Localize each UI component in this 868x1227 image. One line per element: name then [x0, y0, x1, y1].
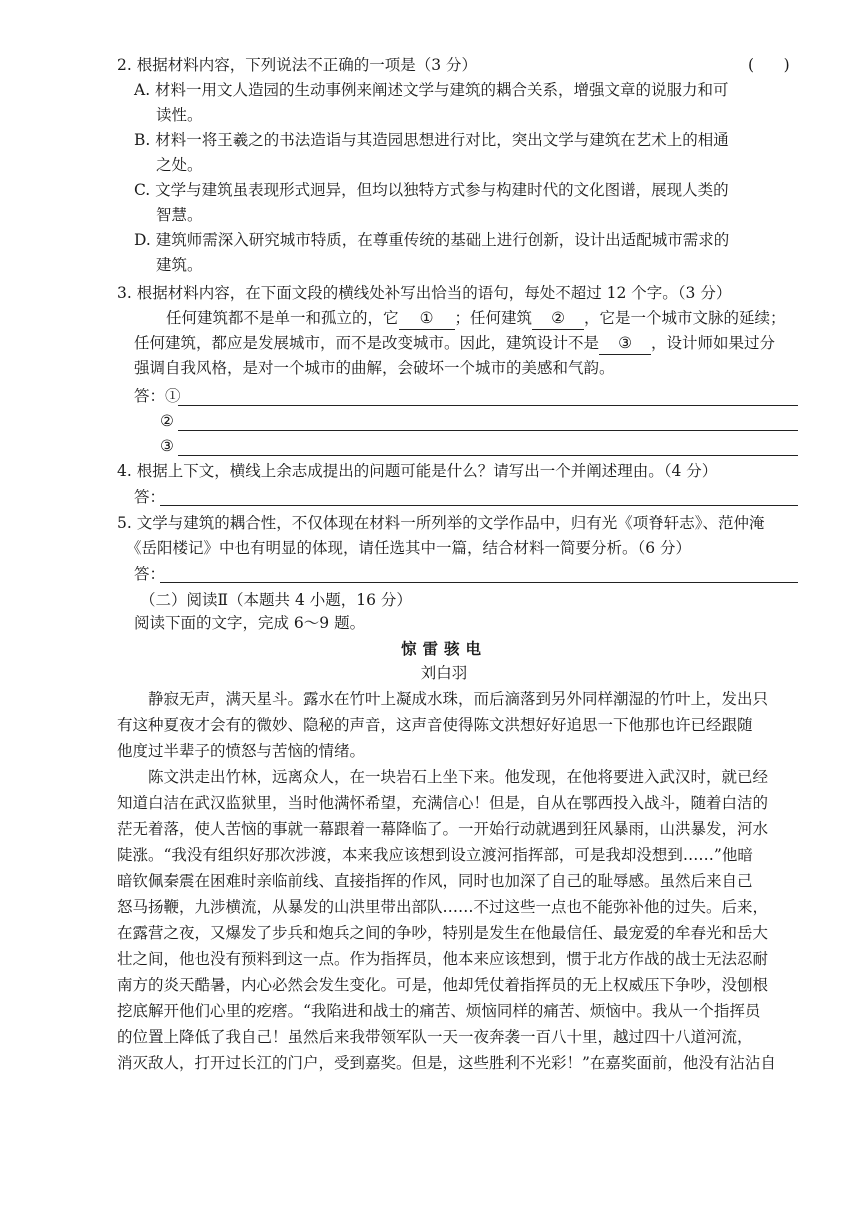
q3-passage-line2 — [134, 332, 775, 355]
story-line: 消灭敌人，打开过长江的门户，受到嘉奖。但是，这些胜利不光彩！”在嘉奖面前，他没有沾沾自 — [117, 1054, 776, 1072]
q2-option-a-line2: 读性。 — [156, 106, 203, 124]
story-line: 在露营之夜，又爆发了步兵和炮兵之间的争吵，特别是发生在他最信任、最宠爱的牟春光和岳大 — [117, 924, 769, 942]
q2-option-b-line1: B. 材料一将王羲之的书法造诣与其造园思想进行对比，突出文学与建筑在艺术上的相通 — [134, 131, 729, 149]
story-line: 知道白洁在武汉监狱里，当时他满怀希望，充满信心！但是，自从在鄂西投入战斗，随着白洁的 — [117, 794, 769, 812]
q3-answer-line-3[interactable] — [178, 455, 798, 456]
q4-stem: 4. 根据上下文，横线上余志成提出的问题可能是什么？请写出一个并阐述理由。（4 分） — [117, 462, 718, 480]
q3-passage-text: ，设计师如果过分 — [651, 334, 776, 352]
q2-option-d-line1: D. 建筑师需深入研究城市特质，在尊重传统的基础上进行创新，设计出适配城市需求的 — [134, 231, 730, 249]
q5-answer-line[interactable] — [160, 582, 798, 583]
story-line: 南方的炎天酷暑，内心必然会发生变化。可是，他却凭仗着指挥员的无上权威压下争吵，没刨根 — [117, 976, 769, 994]
section-heading: （二）阅读Ⅱ（本题共 4 小题，16 分） — [140, 591, 412, 609]
story-line: 静寂无声，满天星斗。露水在竹叶上凝成水珠，而后滴落到另外同样潮湿的竹叶上，发出只 — [117, 690, 769, 708]
q2-option-c-line1: C. 文学与建筑虽表现形式迥异，但均以独特方式参与构建时代的文化图谱，展现人类的 — [134, 181, 729, 199]
q3-answer-line-1[interactable] — [178, 405, 798, 406]
q3-blank-1: ① — [399, 307, 455, 330]
q3-blank-3: ③ — [599, 332, 651, 355]
story-author: 刘白羽 — [420, 664, 468, 682]
q3-stem: 3. 根据材料内容，在下面文段的横线处补写出恰当的语句，每处不超过 12 个字。（3 分） — [117, 284, 732, 302]
answer-paren: ( ) — [748, 56, 790, 74]
story-line: 有这种夏夜才会有的微妙、隐秘的声音，这声音使得陈文洪想好好追思一下他那也许已经跟随 — [117, 716, 753, 734]
q3-answer-label-3: ③ — [160, 437, 174, 455]
q5-answer-label: 答： — [134, 565, 166, 583]
q2-option-a-line1: A. 材料一用文人造园的生动事例来阐述文学与建筑的耦合关系，增强文章的说服力和可 — [134, 81, 729, 99]
story-line: 怒马扬鞭，九涉横流，从暴发的山洪里带出部队……不过这些一点也不能弥补他的过失。后来， — [117, 898, 769, 916]
q3-passage-text: 任何建筑都不是单一和孤立的，它 — [166, 309, 399, 327]
q2-option-c-line2: 智慧。 — [156, 206, 203, 224]
story-line: 挖底解开他们心里的疙瘩。“我陷进和战士的痛苦、烦恼同样的痛苦、烦恼中。我从一个指挥员 — [117, 1002, 761, 1020]
story-line: 陈文洪走出竹林，远离众人，在一块岩石上坐下来。他发现，在他将要进入武汉时，就已经 — [117, 768, 769, 786]
q3-answer-line-2[interactable] — [178, 430, 798, 431]
q2-stem: 2. 根据材料内容，下列说法不正确的一项是（3 分） — [117, 56, 478, 74]
q2-option-d-line2: 建筑。 — [156, 256, 203, 274]
q5-stem-line2: 《岳阳楼记》中也有明显的体现，请任选其中一篇，结合材料一简要分析。（6 分） — [126, 539, 692, 557]
q3-passage-text: ；任何建筑 — [454, 309, 533, 327]
story-line: 他度过半辈子的愤怒与苦恼的情绪。 — [117, 742, 366, 760]
q4-answer-line[interactable] — [160, 505, 798, 506]
q3-answer-label-2: ② — [160, 412, 174, 430]
q3-blank-2: ② — [532, 307, 584, 330]
q3-answer-label-1: 答：① — [134, 387, 181, 405]
story-line: 暗钦佩秦震在困难时亲临前线、直接指挥的作风，同时也加深了自己的耻辱感。虽然后来自己 — [117, 872, 753, 890]
story-title: 惊雷骇电 — [400, 639, 487, 658]
q3-passage-line1 — [166, 307, 786, 330]
story-line: 壮之间，他也没有预料到这一点。作为指挥员，他本来应该想到，惯于北方作战的战士无法忍耐 — [117, 950, 769, 968]
story-line: 陡涨。“我没有组织好那次涉渡，本来我应该想到设立渡河指挥部，可是我却没想到……”他暗 — [117, 846, 753, 864]
q5-stem-line1: 5. 文学与建筑的耦合性，不仅体现在材料一所列举的文学作品中，归有光《项脊轩志》、范仲淹 — [117, 514, 765, 532]
q4-answer-label: 答： — [134, 488, 166, 506]
q2-option-b-line2: 之处。 — [156, 156, 203, 174]
story-line: 的位置上降低了我自己！虽然后来我带领军队一天一夜奔袭一百八十里，越过四十八道河流， — [117, 1028, 753, 1046]
q3-passage-line3: 强调自我风格，是对一个城市的曲解，会破坏一个城市的美感和气韵。 — [134, 359, 615, 377]
q3-passage-text: ，它是一个城市文脉的延续； — [584, 309, 786, 327]
section-instruction: 阅读下面的文字，完成 6～9 题。 — [134, 614, 366, 632]
q3-passage-text: 任何建筑，都应是发展城市，而不是改变城市。因此，建筑设计不是 — [134, 334, 600, 352]
story-line: 茫无着落，使人苦恼的事就一幕跟着一幕降临了。一开始行动就遇到狂风暴雨，山洪暴发，河水 — [117, 820, 769, 838]
